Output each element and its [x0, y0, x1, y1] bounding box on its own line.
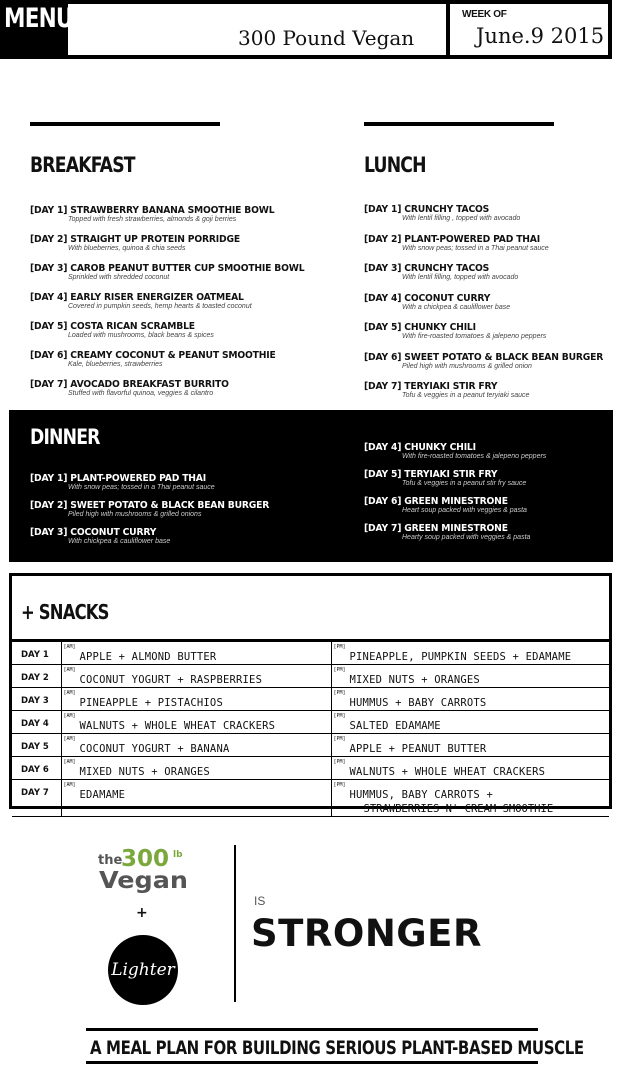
meal-name: [DAY 6] GREEN MINESTRONE — [364, 496, 508, 507]
meal-description: Sprinkled with shredded coconut — [68, 274, 170, 281]
meal-description: Tofu & veggies in a peanut teryiaki sauce — [402, 392, 530, 399]
snack-am-cell — [61, 642, 331, 665]
snack-pm-tag: [PM] — [333, 644, 346, 650]
logo-300: 300 — [121, 846, 170, 872]
meal-description: Topped with fresh strawberries, almonds & goji berries — [68, 216, 237, 223]
meal-name: [DAY 7] GREEN MINESTRONE — [364, 523, 508, 534]
snack-am-tag: [AM] — [63, 667, 76, 673]
meal-name: [DAY 4] COCONUT CURRY — [364, 292, 491, 304]
meal-description: With fire-roasted tomatoes & jalepeno peppers — [402, 453, 547, 460]
meal-name: [DAY 5] COSTA RICAN SCRAMBLE — [30, 321, 195, 332]
meal-item — [30, 292, 262, 310]
meal-item — [364, 381, 529, 399]
meal-item — [30, 350, 297, 368]
snack-am-tag: [AM] — [63, 713, 76, 719]
snack-am-cell — [61, 688, 331, 711]
meal-name: [DAY 3] CRUNCHY TACOS — [364, 263, 490, 274]
meal-description: With a chickpea & cauliflower base — [402, 303, 511, 311]
meal-name: [DAY 5] CHUNKY CHILI — [364, 322, 476, 333]
logo-lb: lb — [173, 850, 183, 860]
snack-am-tag: [AM] — [63, 759, 76, 765]
snack-pm-text: MIXED NUTS + ORANGES — [349, 674, 480, 686]
snack-row — [12, 734, 609, 757]
snack-pm-text-line2: STRAWBERRIES N' CREAM SMOOTHIE — [363, 803, 554, 815]
meal-item — [30, 379, 246, 397]
week-box — [454, 4, 608, 55]
meal-description: Covered in pumpkin seeds, hemp hearts & toasted coconut — [68, 303, 252, 310]
dinner-section — [9, 410, 613, 562]
snack-pm-cell — [331, 642, 609, 665]
meal-item — [30, 205, 296, 223]
meal-name: [DAY 5] TERYIAKI STIR FRY — [364, 469, 498, 480]
snack-am-cell — [61, 757, 331, 780]
snack-day: DAY 2 — [12, 665, 61, 688]
snacks-title: + SNACKS — [21, 600, 109, 624]
snack-pm-cell — [331, 780, 609, 817]
meal-name: [DAY 6] SWEET POTATO & BLACK BEAN BURGER — [364, 351, 604, 363]
meal-item — [364, 234, 555, 252]
lighter-logo: Lighter — [108, 935, 178, 1005]
snack-day: DAY 1 — [12, 642, 61, 665]
meal-description: Loaded with mushrooms, black beans & spices — [68, 332, 214, 339]
week-date: June.9 2015 — [476, 24, 605, 48]
meal-description: With blueberries, quinoa & chia seeds — [68, 245, 186, 252]
snack-pm-cell — [331, 757, 609, 780]
snack-day: DAY 5 — [12, 734, 61, 757]
snack-am-text: MIXED NUTS + ORANGES — [79, 766, 210, 778]
meal-description: With snow peas; tossed in a Thai peanut sauce — [68, 484, 215, 491]
menu-label: MENU — [4, 3, 73, 34]
meal-name: [DAY 1] CRUNCHY TACOS — [364, 204, 490, 215]
snack-am-cell — [61, 711, 331, 734]
snack-pm-tag: [PM] — [333, 690, 346, 696]
snack-am-tag: [AM] — [63, 782, 76, 788]
meal-item — [364, 322, 546, 340]
meal-item — [364, 442, 546, 460]
meal-name: [DAY 7] AVOCADO BREAKFAST BURRITO — [30, 379, 229, 390]
snack-pm-tag: [PM] — [333, 759, 346, 765]
tagline-box — [86, 1028, 584, 1064]
snacks-table — [12, 642, 609, 817]
meal-description: Hearty soup packed with veggies & pasta — [402, 534, 531, 541]
meal-description: With snow peas; tossed in a Thai peanut sauce — [402, 244, 549, 252]
meal-name: [DAY 3] CAROB PEANUT BUTTER CUP SMOOTHIE BOWL — [30, 263, 305, 274]
snack-row — [12, 665, 609, 688]
snack-row — [12, 711, 609, 734]
the-300lb-vegan-logo — [98, 845, 194, 893]
logo-the: the — [98, 853, 123, 868]
snack-am-text: PINEAPPLE + PISTACHIOS — [79, 697, 223, 709]
snack-am-cell — [61, 665, 331, 688]
snack-am-cell — [61, 734, 331, 757]
snack-am-tag: [AM] — [63, 690, 76, 696]
is-label: IS — [254, 894, 266, 908]
meal-item — [364, 263, 518, 281]
breakfast-rule — [30, 122, 220, 126]
snack-row — [12, 780, 609, 817]
snack-pm-text: PINEAPPLE, PUMPKIN SEEDS + EDAMAME — [349, 651, 572, 663]
lunch-title: LUNCH — [364, 153, 426, 177]
snack-pm-cell — [331, 711, 609, 734]
snack-pm-text: SALTED EDAMAME — [349, 720, 441, 732]
meal-name: [DAY 4] EARLY RISER ENERGIZER OATMEAL — [30, 292, 244, 303]
meal-item — [30, 234, 258, 252]
snack-pm-tag: [PM] — [333, 736, 346, 742]
meal-name: [DAY 6] CREAMY COCONUT & PEANUT SMOOTHIE — [30, 350, 276, 361]
meal-name: [DAY 2] SWEET POTATO & BLACK BEAN BURGER — [30, 500, 270, 511]
snack-day: DAY 3 — [12, 688, 61, 711]
snack-am-cell — [61, 780, 331, 817]
snacks-section — [9, 573, 612, 815]
plus-sign: + — [136, 905, 148, 921]
snack-am-text: COCONUT YOGURT + BANANA — [79, 743, 230, 755]
plan-title: 300 Pound Vegan — [68, 4, 450, 55]
meal-item — [364, 523, 530, 541]
snack-day: DAY 4 — [12, 711, 61, 734]
tagline: A MEAL PLAN FOR BUILDING SERIOUS PLANT-BASED MUSCLE — [90, 1037, 584, 1059]
snack-pm-text: APPLE + PEANUT BUTTER — [349, 743, 487, 755]
snack-pm-cell — [331, 734, 609, 757]
snack-pm-tag: [PM] — [333, 782, 346, 788]
snack-am-text: WALNUTS + WHOLE WHEAT CRACKERS — [79, 720, 276, 732]
meal-description: Kale, blueberries, strawberries — [68, 361, 163, 368]
snack-am-tag: [AM] — [63, 736, 76, 742]
meal-item — [30, 473, 221, 491]
snack-am-text: EDAMAME — [79, 789, 126, 801]
snack-pm-tag: [PM] — [333, 667, 346, 673]
snack-pm-cell — [331, 688, 609, 711]
meal-item — [30, 263, 328, 281]
meal-description: Heart soup packed with veggies & pasta — [402, 507, 527, 514]
dinner-title: DINNER — [30, 425, 100, 449]
snack-pm-text: WALNUTS + WHOLE WHEAT CRACKERS — [349, 766, 546, 778]
snack-pm-text: HUMMUS, BABY CARROTS + — [349, 789, 493, 801]
meal-item — [364, 204, 520, 222]
stronger-heading: STRONGER — [251, 912, 482, 955]
snack-pm-text: HUMMUS + BABY CARROTS — [349, 697, 487, 709]
meal-description: With fire-roasted tomatoes & jalepeno peppers — [402, 333, 547, 340]
snack-row — [12, 642, 609, 665]
snack-am-text: APPLE + ALMOND BUTTER — [79, 651, 217, 663]
meal-description: With chickpea & cauliflower base — [68, 538, 171, 545]
meal-name: [DAY 1] STRAWBERRY BANANA SMOOTHIE BOWL — [30, 205, 275, 216]
meal-name: [DAY 7] TERYIAKI STIR FRY — [364, 381, 498, 392]
snack-pm-tag: [PM] — [333, 713, 346, 719]
meal-description: Piled high with mushrooms & grilled onions — [68, 511, 202, 518]
snacks-header — [12, 576, 609, 642]
footer-divider — [234, 845, 236, 1002]
logo-vegan: Vegan — [99, 868, 188, 893]
menu-label-block — [0, 0, 73, 58]
meal-name: [DAY 2] PLANT-POWERED PAD THAI — [364, 233, 540, 245]
meal-description: Tofu & veggies in a peanut stir fry sauce — [402, 480, 527, 487]
meal-item — [364, 469, 526, 487]
breakfast-title: BREAKFAST — [30, 153, 135, 177]
meal-name: [DAY 4] CHUNKY CHILI — [364, 442, 476, 453]
meal-description: With lentil filling, topped with avocado — [402, 274, 519, 281]
meal-item — [364, 293, 510, 311]
meal-item — [30, 527, 170, 545]
snack-day: DAY 6 — [12, 757, 61, 780]
week-label: WEEK OF — [462, 9, 507, 20]
meal-description: With lentil filling , topped with avocado — [402, 215, 521, 222]
snack-am-text: COCONUT YOGURT + RASPBERRIES — [79, 674, 263, 686]
meal-item — [30, 500, 290, 518]
lunch-rule — [364, 122, 554, 126]
meal-description: Piled high with mushrooms & grilled onion — [402, 362, 532, 370]
meal-name: [DAY 2] STRAIGHT UP PROTEIN PORRIDGE — [30, 234, 240, 245]
meal-name: [DAY 1] PLANT-POWERED PAD THAI — [30, 473, 206, 484]
meal-name: [DAY 3] COCONUT CURRY — [30, 527, 157, 538]
snack-row — [12, 688, 609, 711]
meal-description: Stuffed with flavorful quinoa, veggies & cilantro — [68, 390, 214, 397]
meal-item — [30, 321, 214, 339]
snack-row — [12, 757, 609, 780]
snack-am-tag: [AM] — [63, 644, 76, 650]
meal-item — [364, 352, 618, 370]
snack-pm-cell — [331, 665, 609, 688]
snack-day: DAY 7 — [12, 780, 61, 817]
meal-item — [364, 496, 527, 514]
